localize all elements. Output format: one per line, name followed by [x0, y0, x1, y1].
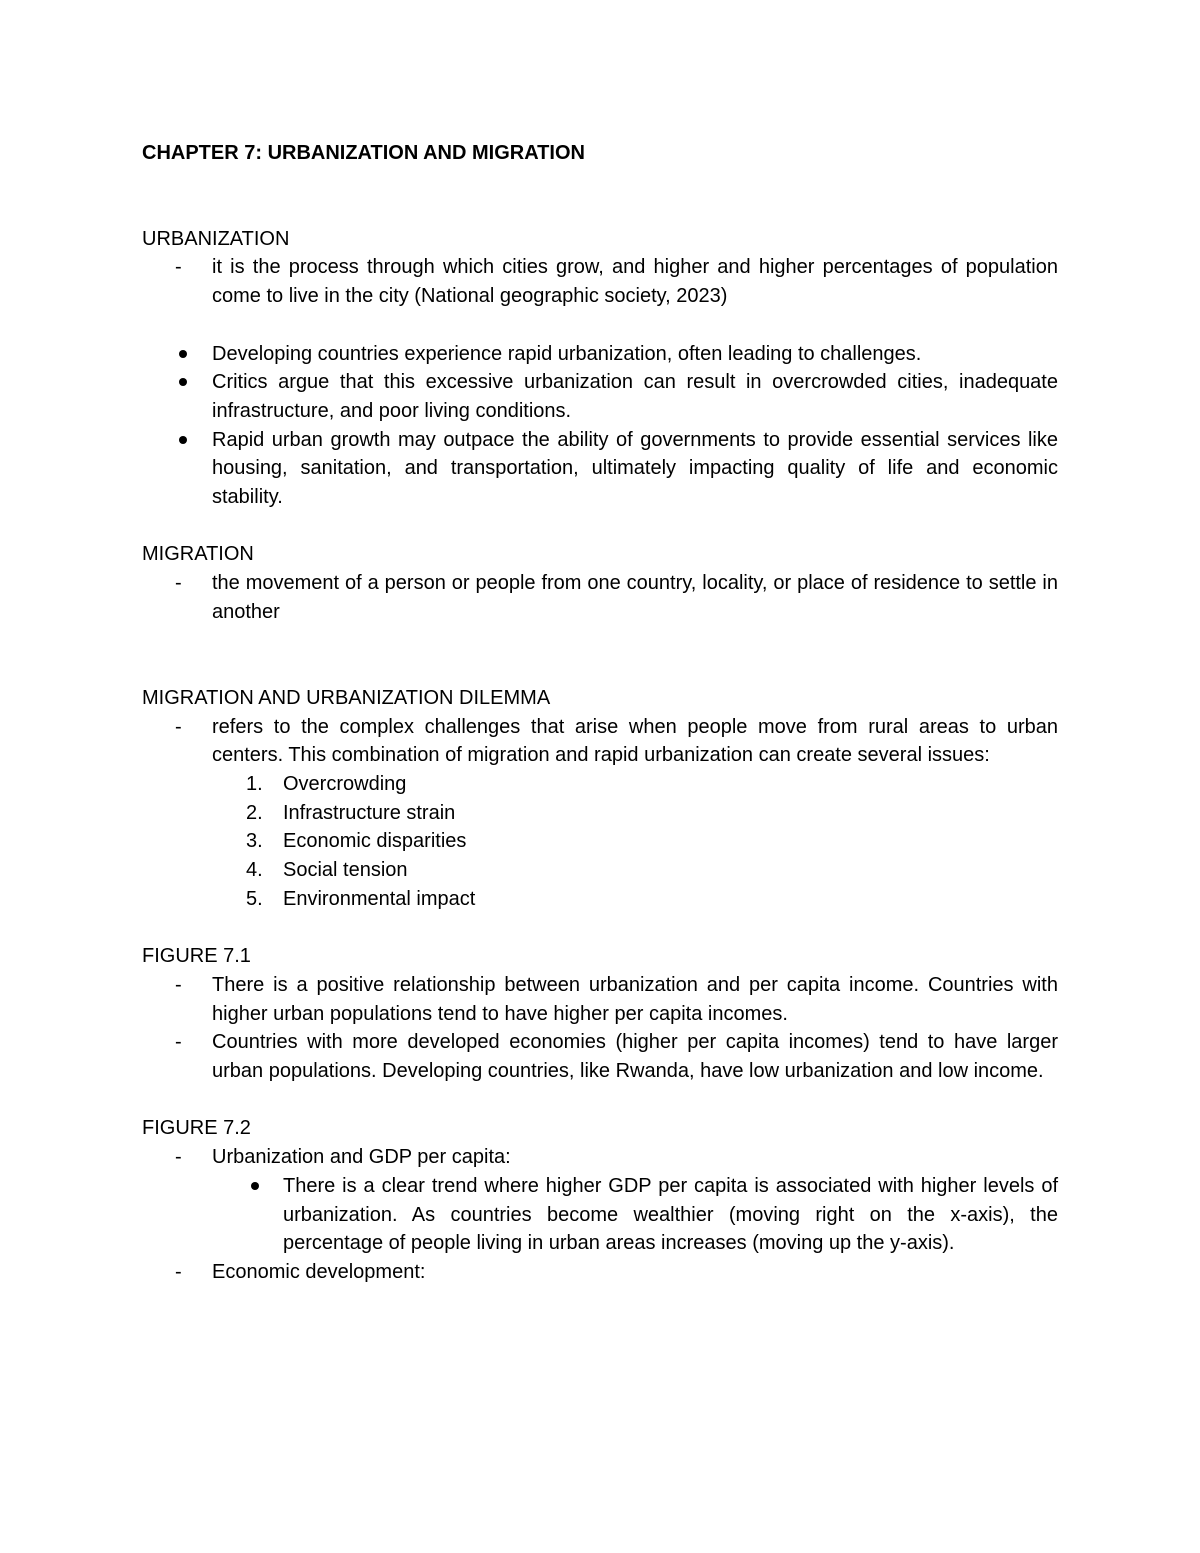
urbanization-heading: URBANIZATION — [142, 227, 290, 250]
issue-number: 2. — [246, 801, 263, 824]
issue-item — [142, 770, 1058, 799]
issue-text: Social tension — [283, 859, 408, 882]
bullet-text: Critics argue that this excessive urbanization can result in overcrowded cities, inadequate infrastructure, and poor living conditions. — [212, 371, 1058, 422]
dash-marker: - — [175, 1260, 182, 1283]
figure-7-2-heading: FIGURE 7.2 — [142, 1117, 251, 1140]
issue-text: Economic disparities — [283, 830, 467, 853]
bullet-icon — [251, 1182, 259, 1190]
issue-item — [142, 827, 1058, 856]
figure-7-2-text: Economic development: — [212, 1260, 426, 1283]
document-page — [142, 139, 1058, 1287]
issue-text: Infrastructure strain — [283, 801, 456, 824]
issue-item — [142, 885, 1058, 914]
figure-7-2-item — [142, 1143, 1058, 1172]
dash-marker: - — [175, 715, 182, 738]
chapter-title: CHAPTER 7: URBANIZATION AND MIGRATION — [142, 142, 585, 164]
figure-7-2-text: Urbanization and GDP per capita: — [212, 1146, 511, 1169]
figure-7-2-item — [142, 1258, 1058, 1287]
dilemma-heading: MIGRATION AND URBANIZATION DILEMMA — [142, 686, 551, 709]
figure-7-2-sub-bullet — [142, 1172, 1058, 1258]
issue-item — [142, 799, 1058, 828]
urbanization-definition-text: it is the process through which cities grow, and higher and higher percentages of population come to live in the city (National geographic society, 2023) — [212, 256, 1058, 308]
issue-text: Overcrowding — [283, 773, 407, 796]
urbanization-bullet — [142, 368, 1058, 425]
issue-number: 5. — [246, 887, 263, 910]
bullet-icon — [179, 436, 187, 444]
dash-marker: - — [175, 256, 182, 279]
dilemma-definition-text: refers to the complex challenges that arise when people move from rural areas to urban centers. This combination of migration and rapid urbanization can create several issues: — [212, 715, 1058, 767]
dash-marker: - — [175, 973, 182, 996]
bullet-text: Developing countries experience rapid urbanization, often leading to challenges. — [212, 342, 922, 365]
bullet-icon — [179, 378, 187, 386]
figure-7-1-text: There is a positive relationship between urbanization and per capita income. Countries with higher urban populations tend to have higher per capita incomes. — [212, 973, 1058, 1025]
migration-definition — [142, 569, 1058, 626]
figure-7-1-heading: FIGURE 7.1 — [142, 945, 251, 968]
migration-heading: MIGRATION — [142, 543, 254, 566]
migration-definition-text: the movement of a person or people from one country, locality, or place of residence to settle in another — [212, 572, 1058, 623]
issue-number: 3. — [246, 830, 263, 853]
issue-text: Environmental impact — [283, 887, 476, 910]
issue-number: 4. — [246, 859, 263, 882]
bullet-text: Rapid urban growth may outpace the ability of governments to provide essential services like housing, sanitation, and transportation, ultimately impacting quality of life and economic stability. — [212, 428, 1058, 509]
dash-marker: - — [175, 1146, 182, 1169]
issue-item — [142, 856, 1058, 885]
issue-number: 1. — [246, 773, 263, 796]
bullet-icon — [179, 350, 187, 358]
dash-marker: - — [175, 572, 182, 595]
dilemma-definition — [142, 713, 1058, 770]
urbanization-bullet — [142, 340, 1058, 369]
urbanization-bullet — [142, 426, 1058, 512]
figure-7-1-item — [142, 971, 1058, 1028]
urbanization-definition — [142, 253, 1058, 310]
figure-7-1-item — [142, 1028, 1058, 1085]
dash-marker: - — [175, 1031, 182, 1054]
bullet-text: There is a clear trend where higher GDP per capita is associated with higher levels of urbanization. As countries become wealthier (moving right on the x-axis), the percentage of people living in urban areas increases (moving up the y-axis). — [283, 1174, 1058, 1255]
figure-7-1-text: Countries with more developed economies (higher per capita incomes) tend to have larger urban populations. Developing countries, like Rwanda, have low urbanization and low income. — [212, 1031, 1058, 1083]
